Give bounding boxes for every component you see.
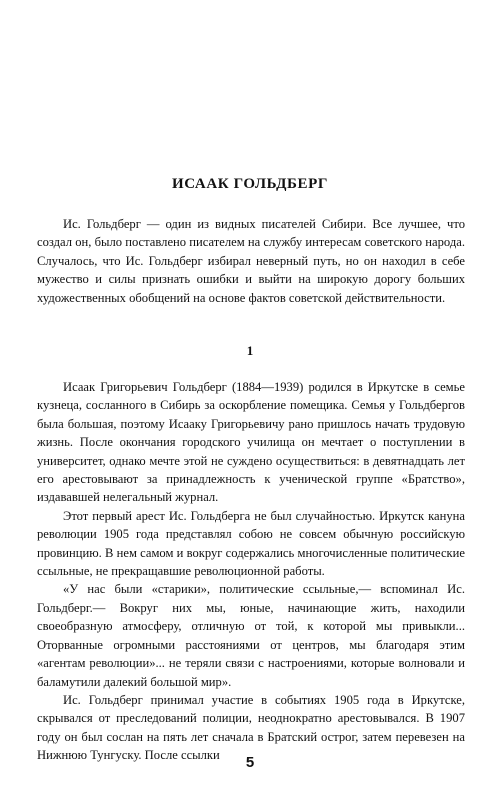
paragraph-1: Исаак Григорьевич Гольдберг (1884—1939) родился в Иркутске в семье кузнеца, сосланного в Сибирь за оскорбление помещика. Семья у Гольдбергов была большая, поэтому Исааку Григорьевичу рано пришлось начать трудовую жизнь. После окончания городского училища он мечтает о поступлении в университет, однако мечте этой не суждено осуществиться: в девятнадцать лет его арестовывают за принадлежность к ученической группе «Братство», издававшей нелегальный журнал. [37, 380, 465, 505]
intro-section [37, 215, 465, 307]
paragraph-4: Ис. Гольдберг принимал участие в событиях 1905 года в Иркутске, скрывался от преследований полиции, неоднократно арестовывался. В 1907 году он был сослан на пять лет сначала в Братский острог, затем перевезен на Нижнюю Тунгуску. После ссылки [37, 692, 465, 763]
paragraph-2: Этот первый арест Ис. Гольдберга не был случайностью. Иркутск кануна революции 1905 года представлял собою не совсем обычную российскую провинцию. В нем самом и вокруг содержались многочисленные политические ссыльные, не прекращавшие революционной работы. [37, 508, 465, 579]
paragraph-3: «У нас были «старики», политические ссыльные,— вспоминал Ис. Гольдберг.— Вокруг них мы, юные, начинающие жить, находили своеобразную атмосферу, отличную от той, к которой мы привыкли... Оторванные огромными расстояниями от центров, мы благодаря этим «агентам революции»... не теряли связи с настроениями, которые волновали и баламутили далекий большой мир». [37, 582, 465, 689]
body-text [37, 378, 465, 765]
page-number: 5 [245, 754, 255, 771]
intro-paragraph: Ис. Гольдберг — один из видных писателей Сибири. Все лучшее, что создал он, было поставлено писателем на службу интересам советского народа. Случалось, что Ис. Гольдберг избирал неверный путь, но он находил в себе мужество и силы признать ошибки и выйти на широкую дорогу больших художественных обобщений на основе фактов советской действительности. [37, 217, 465, 305]
chapter-title: ИСААК ГОЛЬДБЕРГ [171, 176, 329, 192]
section-number: 1 [246, 343, 254, 358]
